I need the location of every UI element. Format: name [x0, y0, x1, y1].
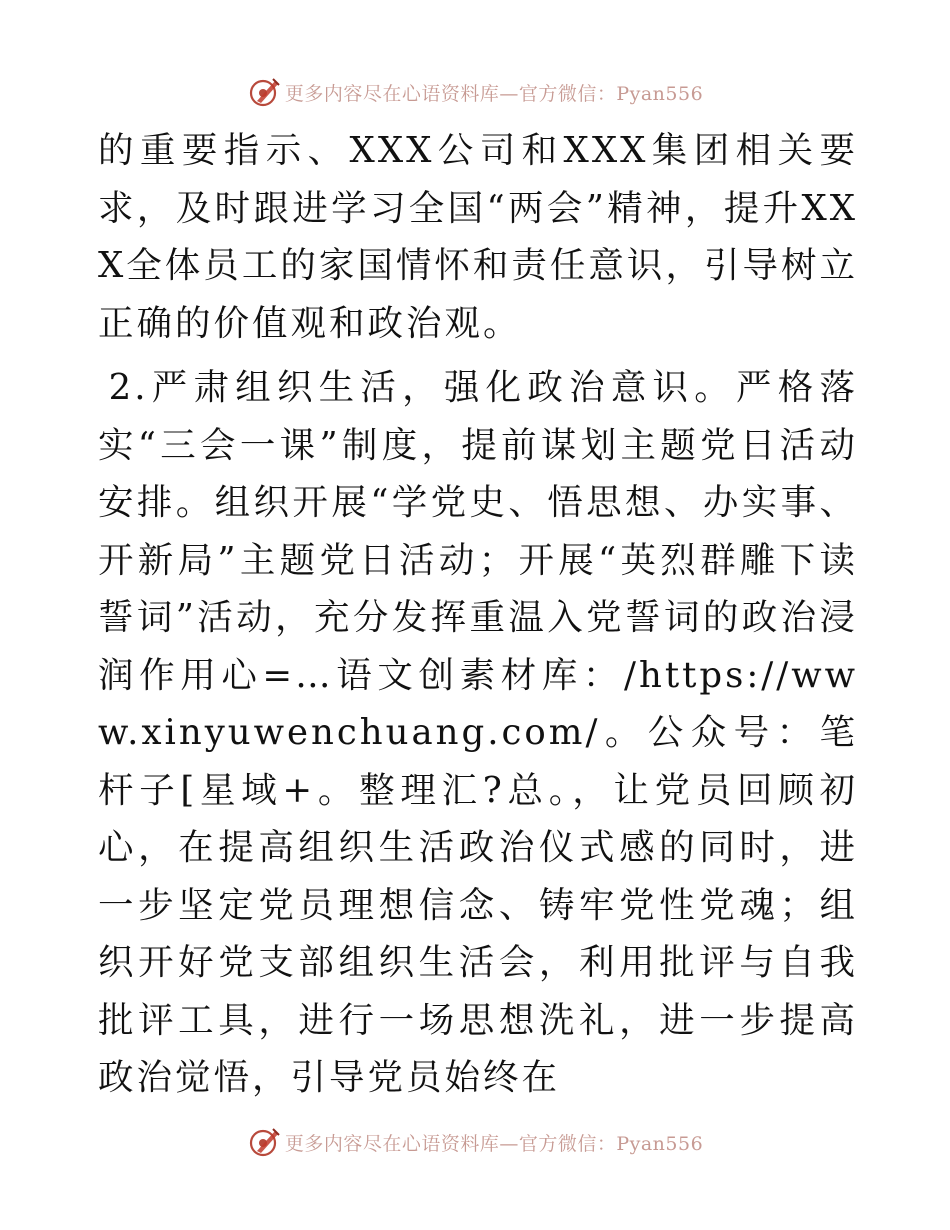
header-watermark-text: 更多内容尽在心语资料库—官方微信：Pyan556	[284, 82, 704, 105]
header-watermark	[0, 72, 950, 112]
document-body	[98, 122, 858, 1107]
footer-watermark	[0, 1122, 950, 1162]
quill-seal-icon	[247, 75, 281, 109]
paragraph-2: 2.严肃组织生活，强化政治意识。严格落实“三会一课”制度，提前谋划主题党日活动安排。组织开展“学党史、悟思想、办实事、开新局”主题党日活动；开展“英烈群雕下读誓词”活动，充分发挥重温入党誓词的政治浸润作用心=…语文创素材库：/https://www.xinyuwenchuang.com/。公众号：笔杆子[星域+。整理汇?总。，让党员回顾初心，在提高组织生活政治仪式感的同时，进一步坚定党员理想信念、铸牢党性党魂；组织开好党支部组织生活会，利用批评与自我批评工具，进行一场思想洗礼，进一步提高政治觉悟，引导党员始终在	[98, 367, 858, 1098]
footer-watermark-text: 更多内容尽在心语资料库—官方微信：Pyan556	[284, 1132, 704, 1155]
paragraph-1: 的重要指示、XXX公司和XXX集团相关要求，及时跟进学习全国“两会”精神，提升XXX全体员工的家国情怀和责任意识，引导树立正确的价值观和政治观。	[98, 130, 858, 344]
quill-seal-icon	[247, 1125, 281, 1159]
